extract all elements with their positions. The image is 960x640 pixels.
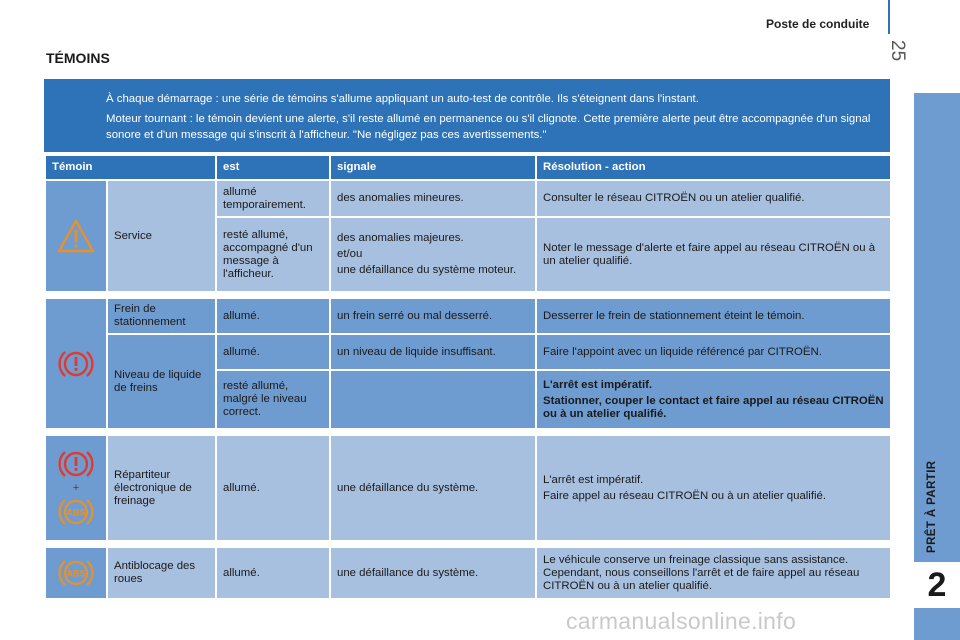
state-cell: allumé. bbox=[216, 334, 330, 370]
intro-paragraph: À chaque démarrage : une série de témoins s'allume appliquant un auto-test de contrôle. Ils s'éteignent dans l'instant. bbox=[106, 93, 699, 105]
table-row bbox=[45, 298, 891, 334]
action-line: L'arrêt est impératif. bbox=[543, 473, 644, 486]
signal-cell: un frein serré ou mal desserré. bbox=[330, 298, 536, 334]
signal-line: des anomalies majeures. bbox=[337, 232, 464, 244]
chapter-sidebar bbox=[914, 93, 960, 640]
header-cell: Témoin bbox=[45, 156, 216, 180]
abs-badge-text: ABS bbox=[66, 507, 86, 518]
state-cell: allumé. bbox=[216, 547, 330, 599]
indicator-name: Frein de stationnement bbox=[107, 298, 216, 334]
table-row bbox=[45, 334, 891, 370]
signal-cell: des anomalies mineures. bbox=[330, 180, 536, 217]
signal-cell: une défaillance du système. bbox=[330, 435, 536, 541]
abs-icon bbox=[56, 494, 96, 530]
state-cell: allumé. bbox=[216, 298, 330, 334]
action-cell: Le véhicule conserve un freinage classique sans assistance. Cependant, nous conseillons l'arrêt et de faire appel au réseau CITROËN ou à un atelier qualifié. bbox=[536, 547, 891, 599]
action-cell: Consulter le réseau CITROËN ou un atelier qualifié. bbox=[536, 180, 891, 217]
watermark: carmanualsonline.info bbox=[566, 608, 797, 634]
action-line: Stationner, couper le contact et faire appel au réseau CITROËN ou à un atelier qualifié. bbox=[543, 394, 884, 420]
ebd-icon-cell bbox=[45, 435, 107, 541]
header-rule bbox=[888, 0, 890, 34]
indicator-name: Répartiteur électronique de freinage bbox=[107, 435, 216, 541]
signal-cell: une défaillance du système. bbox=[330, 547, 536, 599]
signal-cell bbox=[330, 217, 536, 292]
action-line: L'arrêt est impératif. bbox=[543, 378, 653, 391]
service-icon-cell bbox=[45, 180, 107, 292]
signal-line: et/ou bbox=[337, 248, 363, 260]
action-cell: Desserrer le frein de stationnement éteint le témoin. bbox=[536, 298, 891, 334]
signal-cell: un niveau de liquide insuffisant. bbox=[330, 334, 536, 370]
signal-cell bbox=[330, 370, 536, 429]
state-cell: resté allumé, malgré le niveau correct. bbox=[216, 370, 330, 429]
page-number: 25 bbox=[887, 40, 908, 62]
brake-icon-cell bbox=[45, 298, 107, 429]
action-cell bbox=[536, 370, 891, 429]
chapter-number: 2 bbox=[927, 566, 947, 604]
warning-lights-table bbox=[44, 156, 892, 600]
table-header-row bbox=[45, 156, 891, 180]
state-cell: resté allumé, accompagné d'un message à l'afficheur. bbox=[216, 217, 330, 292]
brake-warning-icon bbox=[56, 446, 96, 482]
state-cell: allumé temporairement. bbox=[216, 180, 330, 217]
intro-paragraph: Moteur tournant : le témoin devient une alerte, s'il reste allumé en permanence ou s'il clignote. Cette première alerte peut être accompagnée d'un signal sonore et d'un message qui s'inscrit à l'afficheur. "Ne négligez pas ces avertissements." bbox=[106, 113, 871, 141]
abs-icon-cell bbox=[45, 547, 107, 599]
action-cell: Noter le message d'alerte et faire appel au réseau CITROËN ou à un atelier qualifié. bbox=[536, 217, 891, 292]
table-row bbox=[45, 547, 891, 599]
plus-sign: + bbox=[72, 482, 80, 494]
indicator-name: Niveau de liquide de freins bbox=[107, 334, 216, 429]
chapter-label: PRÊT À PARTIR bbox=[926, 460, 938, 553]
signal-line: une défaillance du système moteur. bbox=[337, 264, 517, 276]
state-cell: allumé. bbox=[216, 435, 330, 541]
action-line: Faire appel au réseau CITROËN ou à un atelier qualifié. bbox=[543, 489, 827, 502]
abs-badge-text: ABS bbox=[66, 568, 86, 579]
action-cell bbox=[536, 435, 891, 541]
header-cell: Résolution - action bbox=[536, 156, 891, 180]
table-row bbox=[45, 435, 891, 541]
indicator-name: Service bbox=[107, 180, 216, 292]
header-cell: signale bbox=[330, 156, 536, 180]
indicator-name: Antiblocage des roues bbox=[107, 547, 216, 599]
warning-triangle-icon bbox=[57, 219, 95, 253]
table-row bbox=[45, 180, 891, 217]
intro-box bbox=[44, 79, 890, 152]
brake-warning-icon bbox=[56, 346, 96, 382]
action-cell: Faire l'appoint avec un liquide référencé par CITROËN. bbox=[536, 334, 891, 370]
abs-icon bbox=[56, 555, 96, 591]
header-cell: est bbox=[216, 156, 330, 180]
section-title: TÉMOINS bbox=[46, 50, 110, 66]
running-header: Poste de conduite bbox=[766, 17, 870, 31]
